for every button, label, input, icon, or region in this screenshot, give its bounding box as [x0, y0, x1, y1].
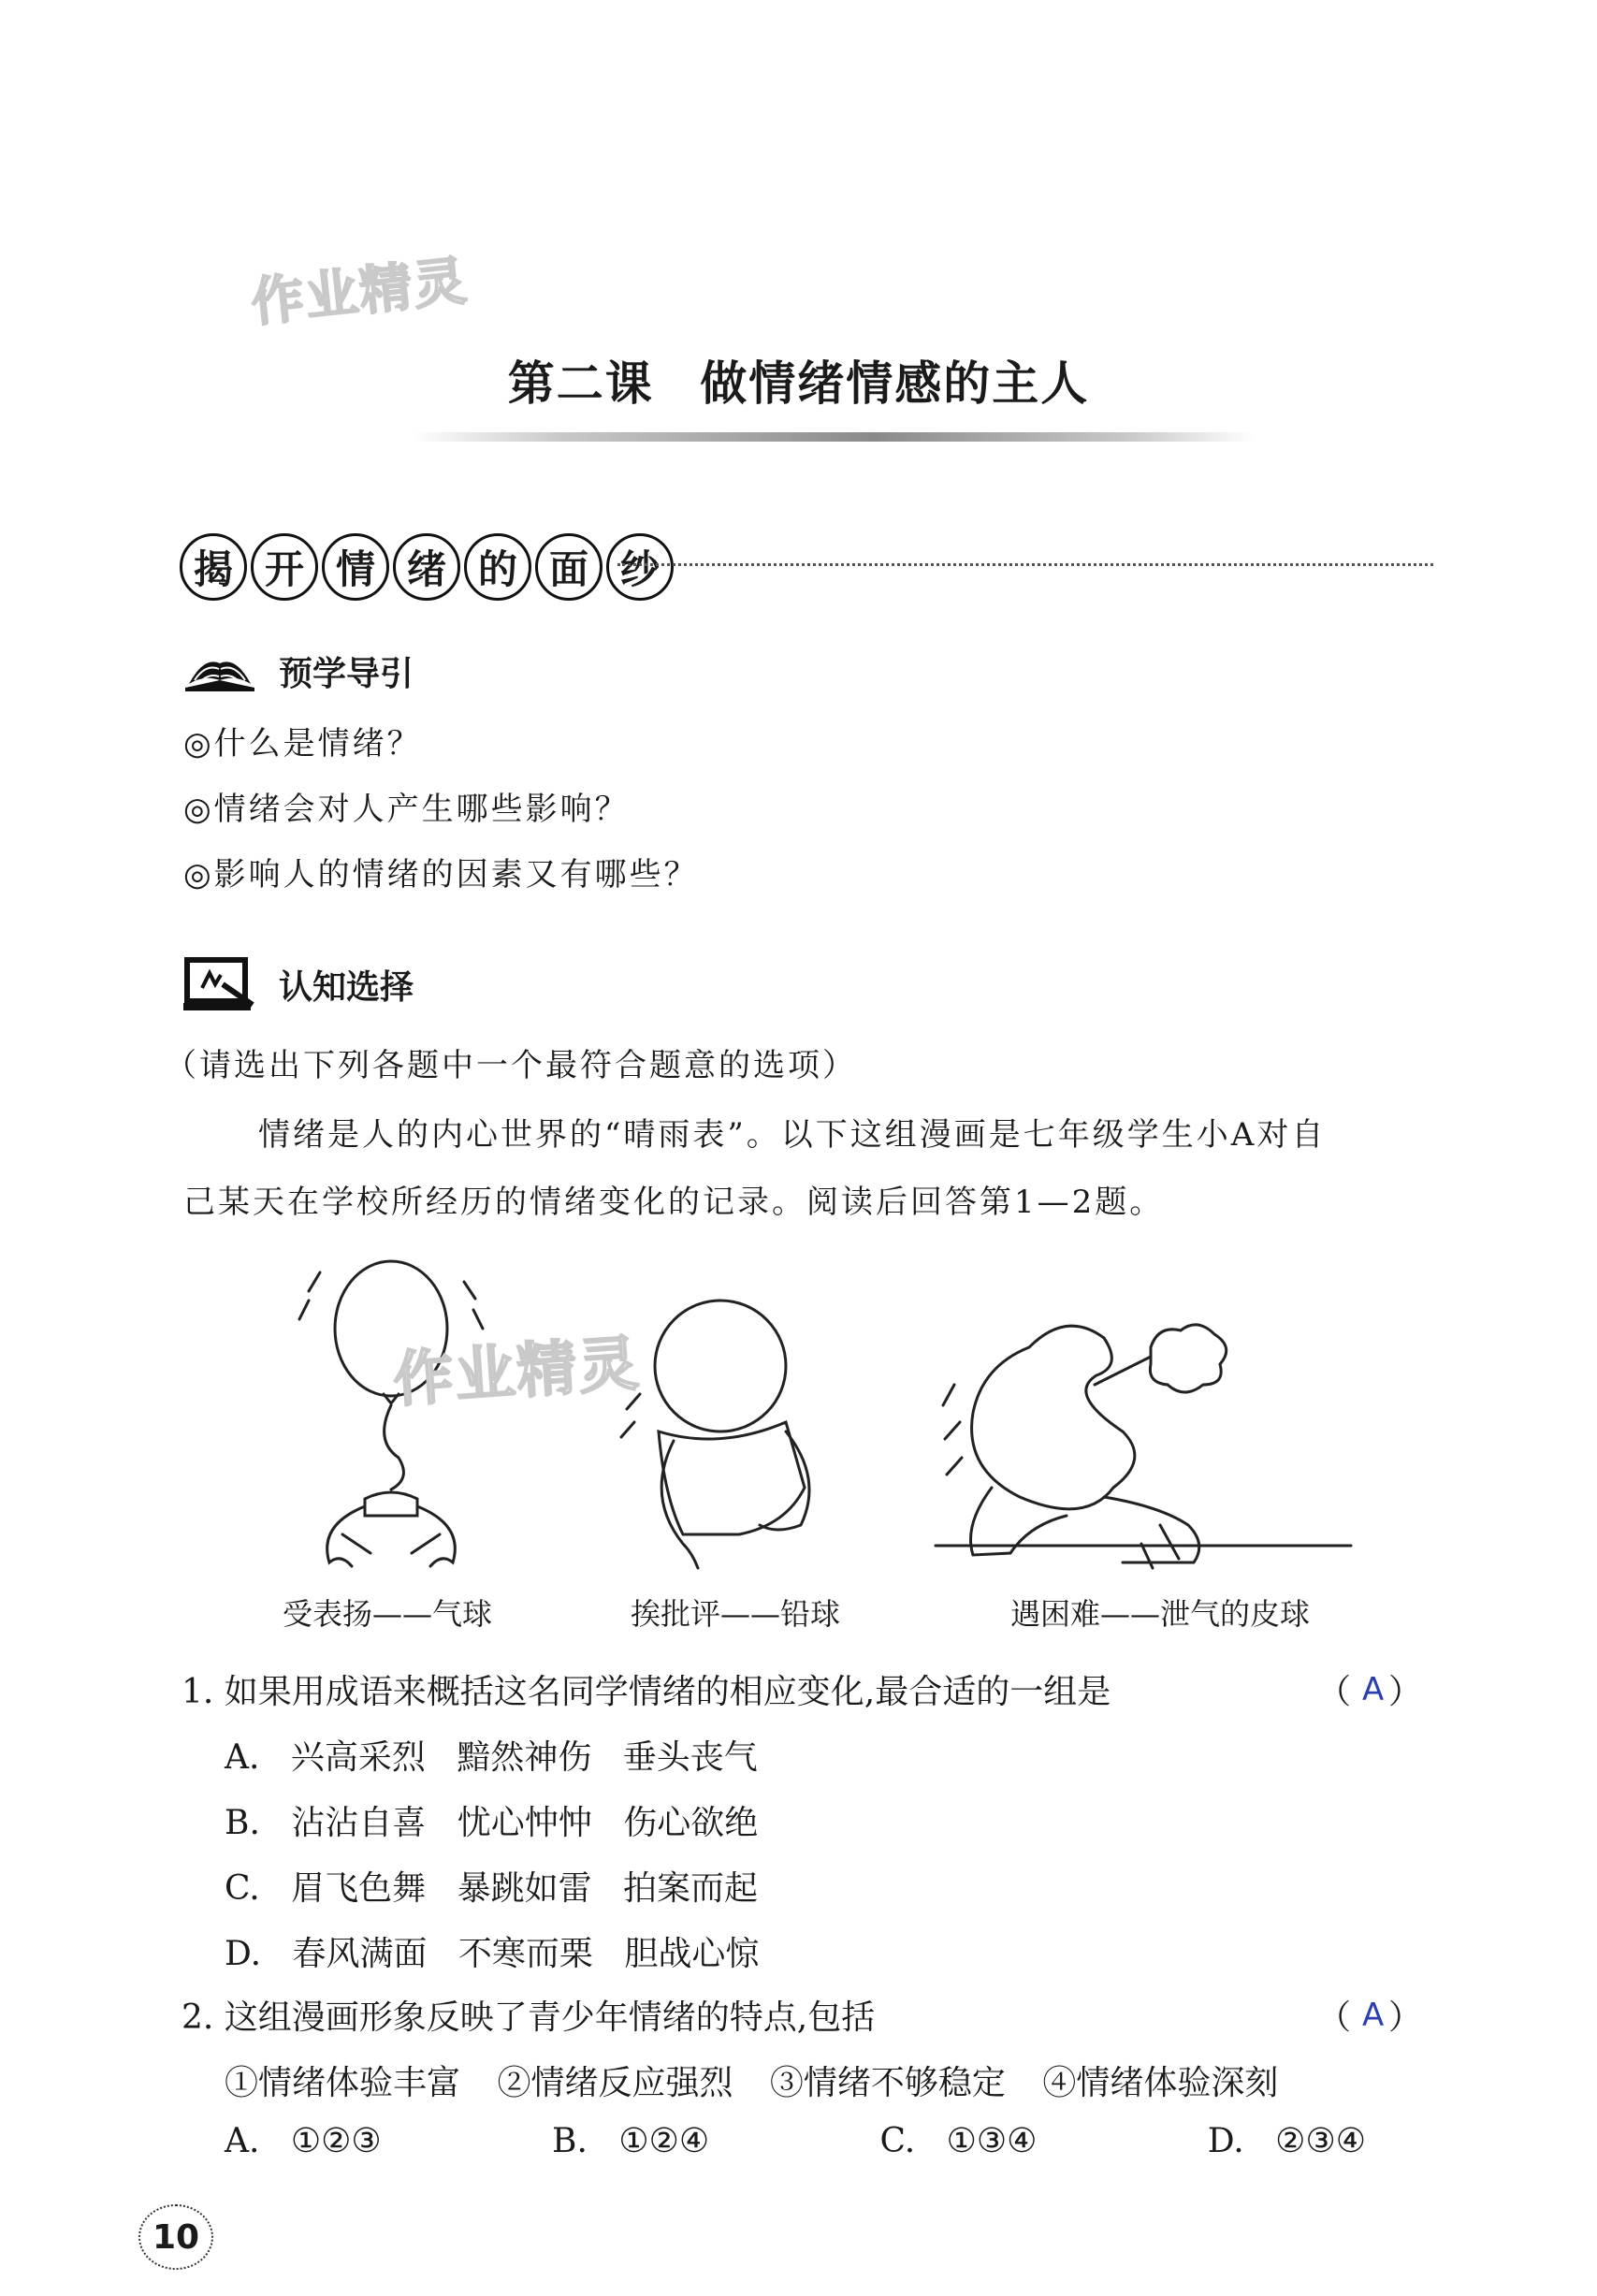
question-2-option-d: D. ②③④ [1207, 2122, 1366, 2160]
preview-question: ◎情绪会对人产生哪些影响？ [183, 791, 630, 828]
page-number: 10 [138, 2204, 213, 2270]
preview-label: 预学导引 [279, 655, 414, 693]
section-title-char: 纱 [606, 533, 674, 601]
preview-heading [181, 647, 414, 695]
caption-praised: 受表扬——气球 [283, 1596, 493, 1632]
question-1-option-b: B. 沾沾自喜 忧心忡忡 伤心欲绝 [225, 1804, 759, 1842]
watermark-illustration: 作业精灵 [391, 1329, 643, 1417]
monitor-pen-icon [181, 956, 258, 1012]
page-title: 第二课 做情绪情感的主人 [507, 356, 1090, 411]
section-title [180, 533, 674, 601]
paren-close: ） [1388, 1998, 1423, 2037]
question-2-option-c: C. ①③④ [879, 2122, 1038, 2160]
caption-difficulty: 遇困难——泄气的皮球 [1010, 1596, 1311, 1632]
preview-question: ◎影响人的情绪的因素又有哪些？ [183, 856, 699, 894]
question-1-option-a: A. 兴高采烈 黯然神伤 垂头丧气 [225, 1738, 758, 1777]
section-title-char: 的 [464, 533, 531, 601]
question-1-option-d: D. 春风满面 不寒而栗 胆战心惊 [225, 1935, 760, 1973]
deflated-ball-figure [936, 1325, 1351, 1568]
section-title-char: 开 [251, 533, 318, 601]
question-1-stem: 1. 如果用成语来概括这名同学情绪的相应变化,最合适的一组是 [181, 1673, 1111, 1711]
question-2-option-a: A. ①②③ [225, 2122, 382, 2160]
question-1-option-c: C. 眉飞色舞 暴跳如雷 拍案而起 [225, 1869, 759, 1908]
title-underline [412, 432, 1254, 442]
question-2-answer: A [1362, 1997, 1385, 2034]
section-title-char: 情 [322, 533, 389, 601]
question-2-statements: ①情绪体验丰富 ②情绪反应强烈 ③情绪不够稳定 ④情绪体验深刻 [225, 2064, 1279, 2102]
caption-criticized: 挨批评——铅球 [631, 1596, 841, 1632]
section-dotted-rule [617, 563, 1433, 566]
paren-close: ） [1388, 1673, 1423, 1711]
paren-open: （ [1317, 1673, 1352, 1711]
question-2-option-b: B. ①②④ [552, 2122, 710, 2160]
cognition-label: 认知选择 [279, 967, 414, 1007]
section-title-char: 绪 [393, 533, 460, 601]
intro-paragraph-line: 情绪是人的内心世界的“晴雨表”。以下这组漫画是七年级学生小A对自 [258, 1116, 1327, 1154]
question-2-options [225, 2122, 1366, 2160]
section-title-char: 揭 [180, 533, 247, 601]
section-title-char: 面 [535, 533, 603, 601]
question-2-stem: 2. 这组漫画形象反映了青少年情绪的特点,包括 [181, 1998, 876, 2037]
shot-put-figure [621, 1301, 809, 1568]
question-1-answer: A [1362, 1671, 1385, 1708]
intro-paragraph-line: 己某天在学校所经历的情绪变化的记录。阅读后回答第1—2题。 [183, 1184, 1165, 1221]
open-book-icon [181, 650, 258, 693]
cognition-heading [181, 956, 414, 1012]
watermark-top: 作业精灵 [248, 251, 472, 334]
preview-question: ◎什么是情绪？ [183, 725, 422, 763]
instruction: （请选出下列各题中一个最符合题意的选项） [165, 1047, 857, 1084]
paren-open: （ [1317, 1998, 1352, 2037]
